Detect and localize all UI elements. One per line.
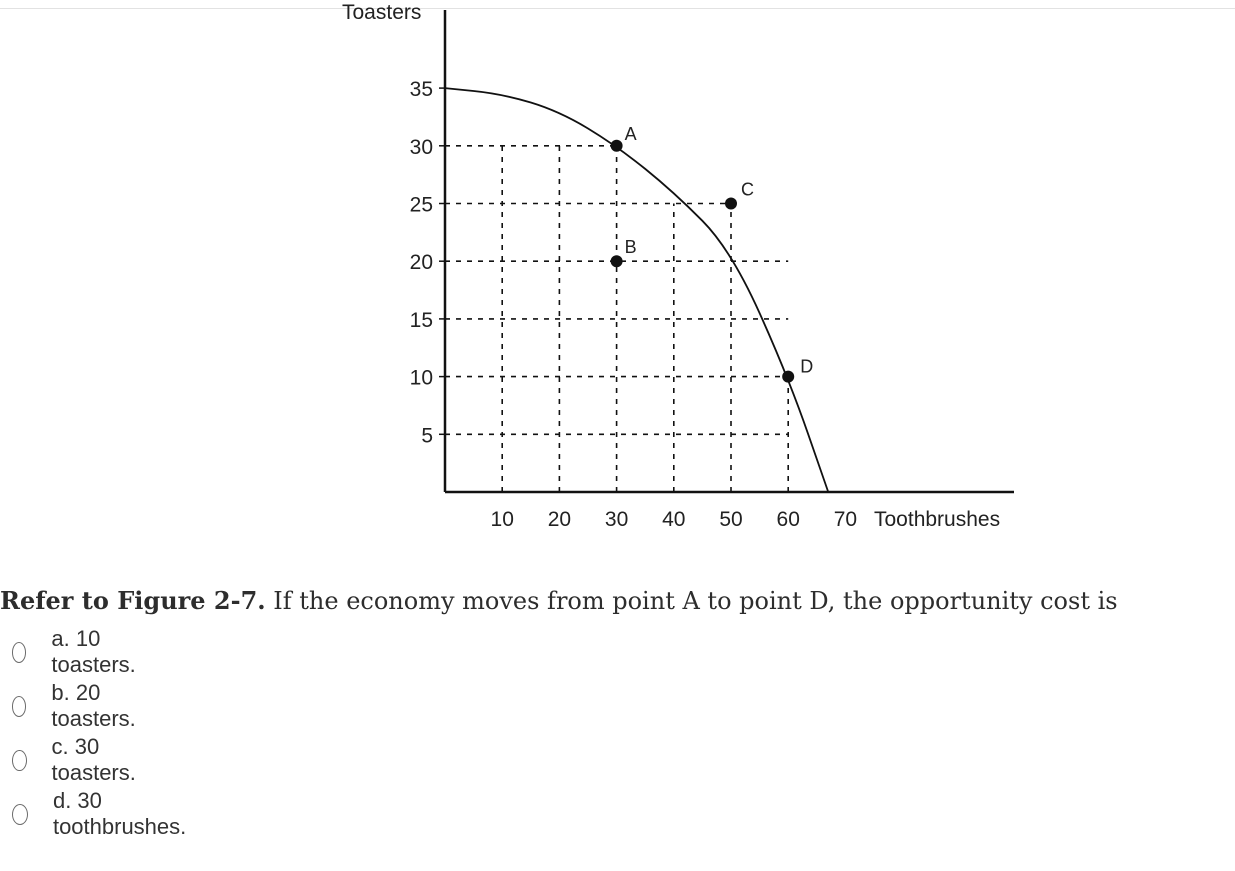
point-label-b: B	[624, 237, 637, 258]
option-d[interactable]	[12, 788, 191, 839]
point-label-c: C	[741, 179, 754, 200]
radio-d[interactable]	[12, 804, 28, 825]
radio-b[interactable]	[12, 696, 26, 717]
y-tick-label: 20	[409, 251, 433, 275]
x-tick-label: 50	[719, 508, 743, 531]
point-label-a: A	[624, 123, 637, 144]
question-text	[0, 586, 1235, 615]
y-tick-label: 10	[409, 366, 433, 390]
point-d	[782, 371, 794, 383]
x-tick-label: 10	[490, 508, 514, 531]
point-a	[611, 140, 623, 152]
option-a[interactable]	[12, 626, 142, 677]
question-body: If the economy moves from point A to point D, the opportunity cost is	[265, 587, 1118, 615]
y-tick-label: 35	[409, 78, 433, 102]
option-b[interactable]	[12, 680, 142, 731]
radio-a[interactable]	[12, 642, 26, 663]
x-tick-label: 40	[662, 508, 686, 531]
radio-c[interactable]	[12, 750, 27, 771]
y-tick-label: 5	[421, 424, 433, 448]
point-b	[611, 255, 623, 267]
point-c	[725, 198, 737, 210]
y-tick-label: 15	[409, 308, 433, 332]
x-tick-label: 30	[604, 508, 629, 531]
point-label-d: D	[800, 356, 814, 377]
y-tick-label: 25	[409, 193, 433, 217]
option-b-label: b. 20 toasters.	[51, 680, 136, 731]
option-d-label: d. 30 toothbrushes.	[52, 788, 187, 839]
y-tick-label: 30	[409, 135, 433, 159]
x-tick-label: 60	[776, 508, 800, 531]
x-axis-title: Toothbrushes	[874, 508, 1001, 531]
option-c[interactable]	[12, 734, 142, 785]
figure-reference: Refer to Figure 2-7.	[0, 586, 266, 615]
y-axis-title: Toasters	[342, 1, 422, 24]
option-a-label: a. 10 toasters.	[51, 626, 136, 677]
x-tick-label: 20	[547, 508, 572, 531]
x-tick-label: 70	[833, 508, 858, 531]
option-c-label: c. 30 toasters.	[51, 734, 136, 785]
